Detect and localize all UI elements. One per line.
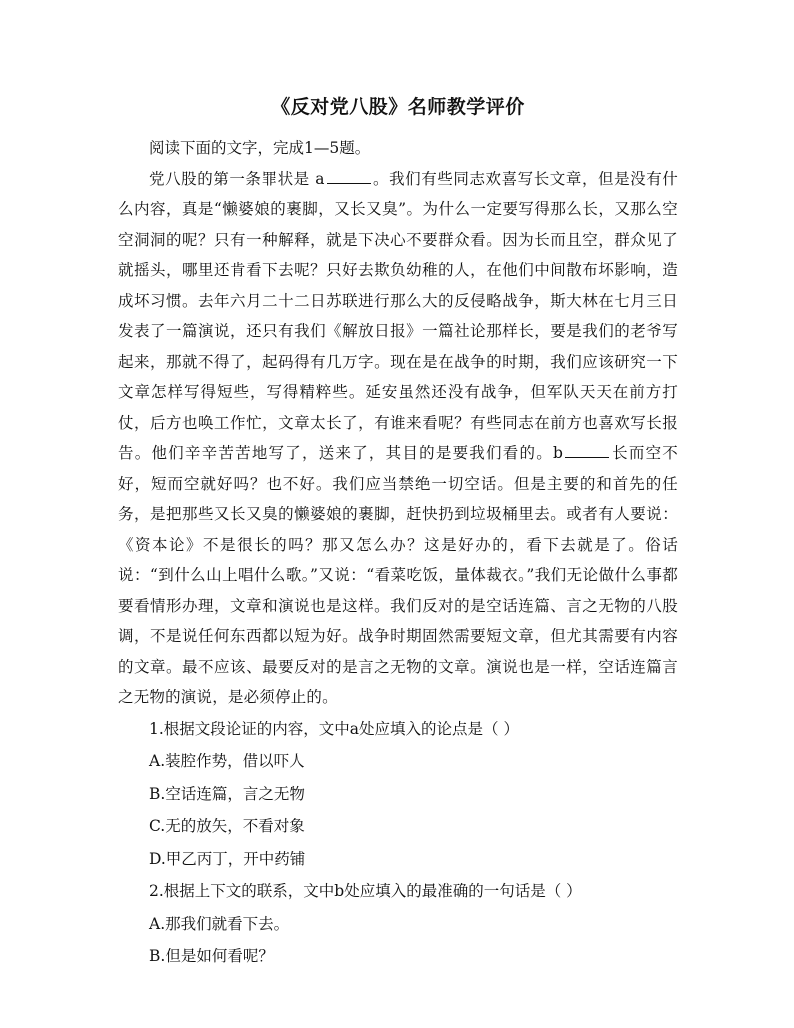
question-2 [118, 875, 678, 973]
question-1-stem: 1.根据文段论证的内容，文中a处应填入的论点是（ ） [149, 719, 519, 738]
question-1-option-c: C.无的放矢，不看对象 [149, 817, 305, 835]
question-1 [118, 713, 678, 876]
question-1-option-b: B.空话连篇，言之无物 [149, 784, 305, 803]
question-2-option-b: B.但是如何看呢？ [149, 947, 274, 965]
passage-part-3: 长而空不好，短而空就好吗？也不好。我们应当禁绝一切空话。但是主要的和首先的任务，是把那些又长又臭的懒婆娘的裹脚，赶快扔到垃圾桶里去。或者有人要说：《资本论》不是很长的吗？那又怎么办？这是好办的，看下去就是了。俗话说：“到什么山上唱什么歌。”又说：“看菜吃饭，量体裁衣。”我们无论做什么事都要看情形办理，文章和演说也是这样。我们反对的是空话连篇、言之无物的八股调，不是说任何东西都以短为好。战争时期固然需要短文章，但尤其需要有内容的文章。最不应该、最要反对的是言之无物的文章。演说也是一样，空话连篇言之无物的演说，是必须停止的。 [118, 444, 678, 706]
passage-part-1: 党八股的第一条罪状是 a [149, 169, 325, 188]
passage-part-2: 。我们有些同志欢喜写长文章，但是没有什么内容，真是“懒婆娘的裹脚，又长又臭”。为什么一定要写得那么长，又那么空空洞洞的呢？只有一种解释，就是下决心不要群众看。因为长而且空，群众见了就摇头，哪里还肯看下去呢？只好去欺负幼稚的人，在他们中间散布坏影响，造成坏习惯。去年六月二十二日苏联进行那么大的反侵略战争，斯大林在七月三日发表了一篇演说，还只有我们《解放日报》一篇社论那样长，要是我们的老爷写起来，那就不得了，起码得有几万字。现在是在战争的时期，我们应该研究一下文章怎样写得短些，写得精粹些。延安虽然还没有战争，但军队天天在前方打仗，后方也唤工作忙，文章太长了，有谁来看呢？有些同志在前方也喜欢写长报告。他们辛辛苦苦地写了，送来了，其目的是要我们看的。b [118, 169, 678, 462]
question-1-option-a: A.装腔作势，借以吓人 [149, 752, 305, 770]
question-2-option-a: A.那我们就看下去。 [149, 914, 290, 933]
reading-instruction: 阅读下面的文字，完成1—5题。 [149, 139, 371, 157]
blank-b [565, 443, 609, 458]
document-content [118, 92, 678, 973]
blank-a [327, 169, 371, 184]
document-title: 《反对党八股》名师教学评价 [271, 96, 525, 118]
question-1-option-d: D.甲乙丙丁，开中药铺 [149, 849, 306, 868]
passage-paragraph [118, 164, 678, 713]
question-2-stem: 2.根据上下文的联系，文中b处应填入的最准确的一句话是（ ） [149, 882, 582, 900]
